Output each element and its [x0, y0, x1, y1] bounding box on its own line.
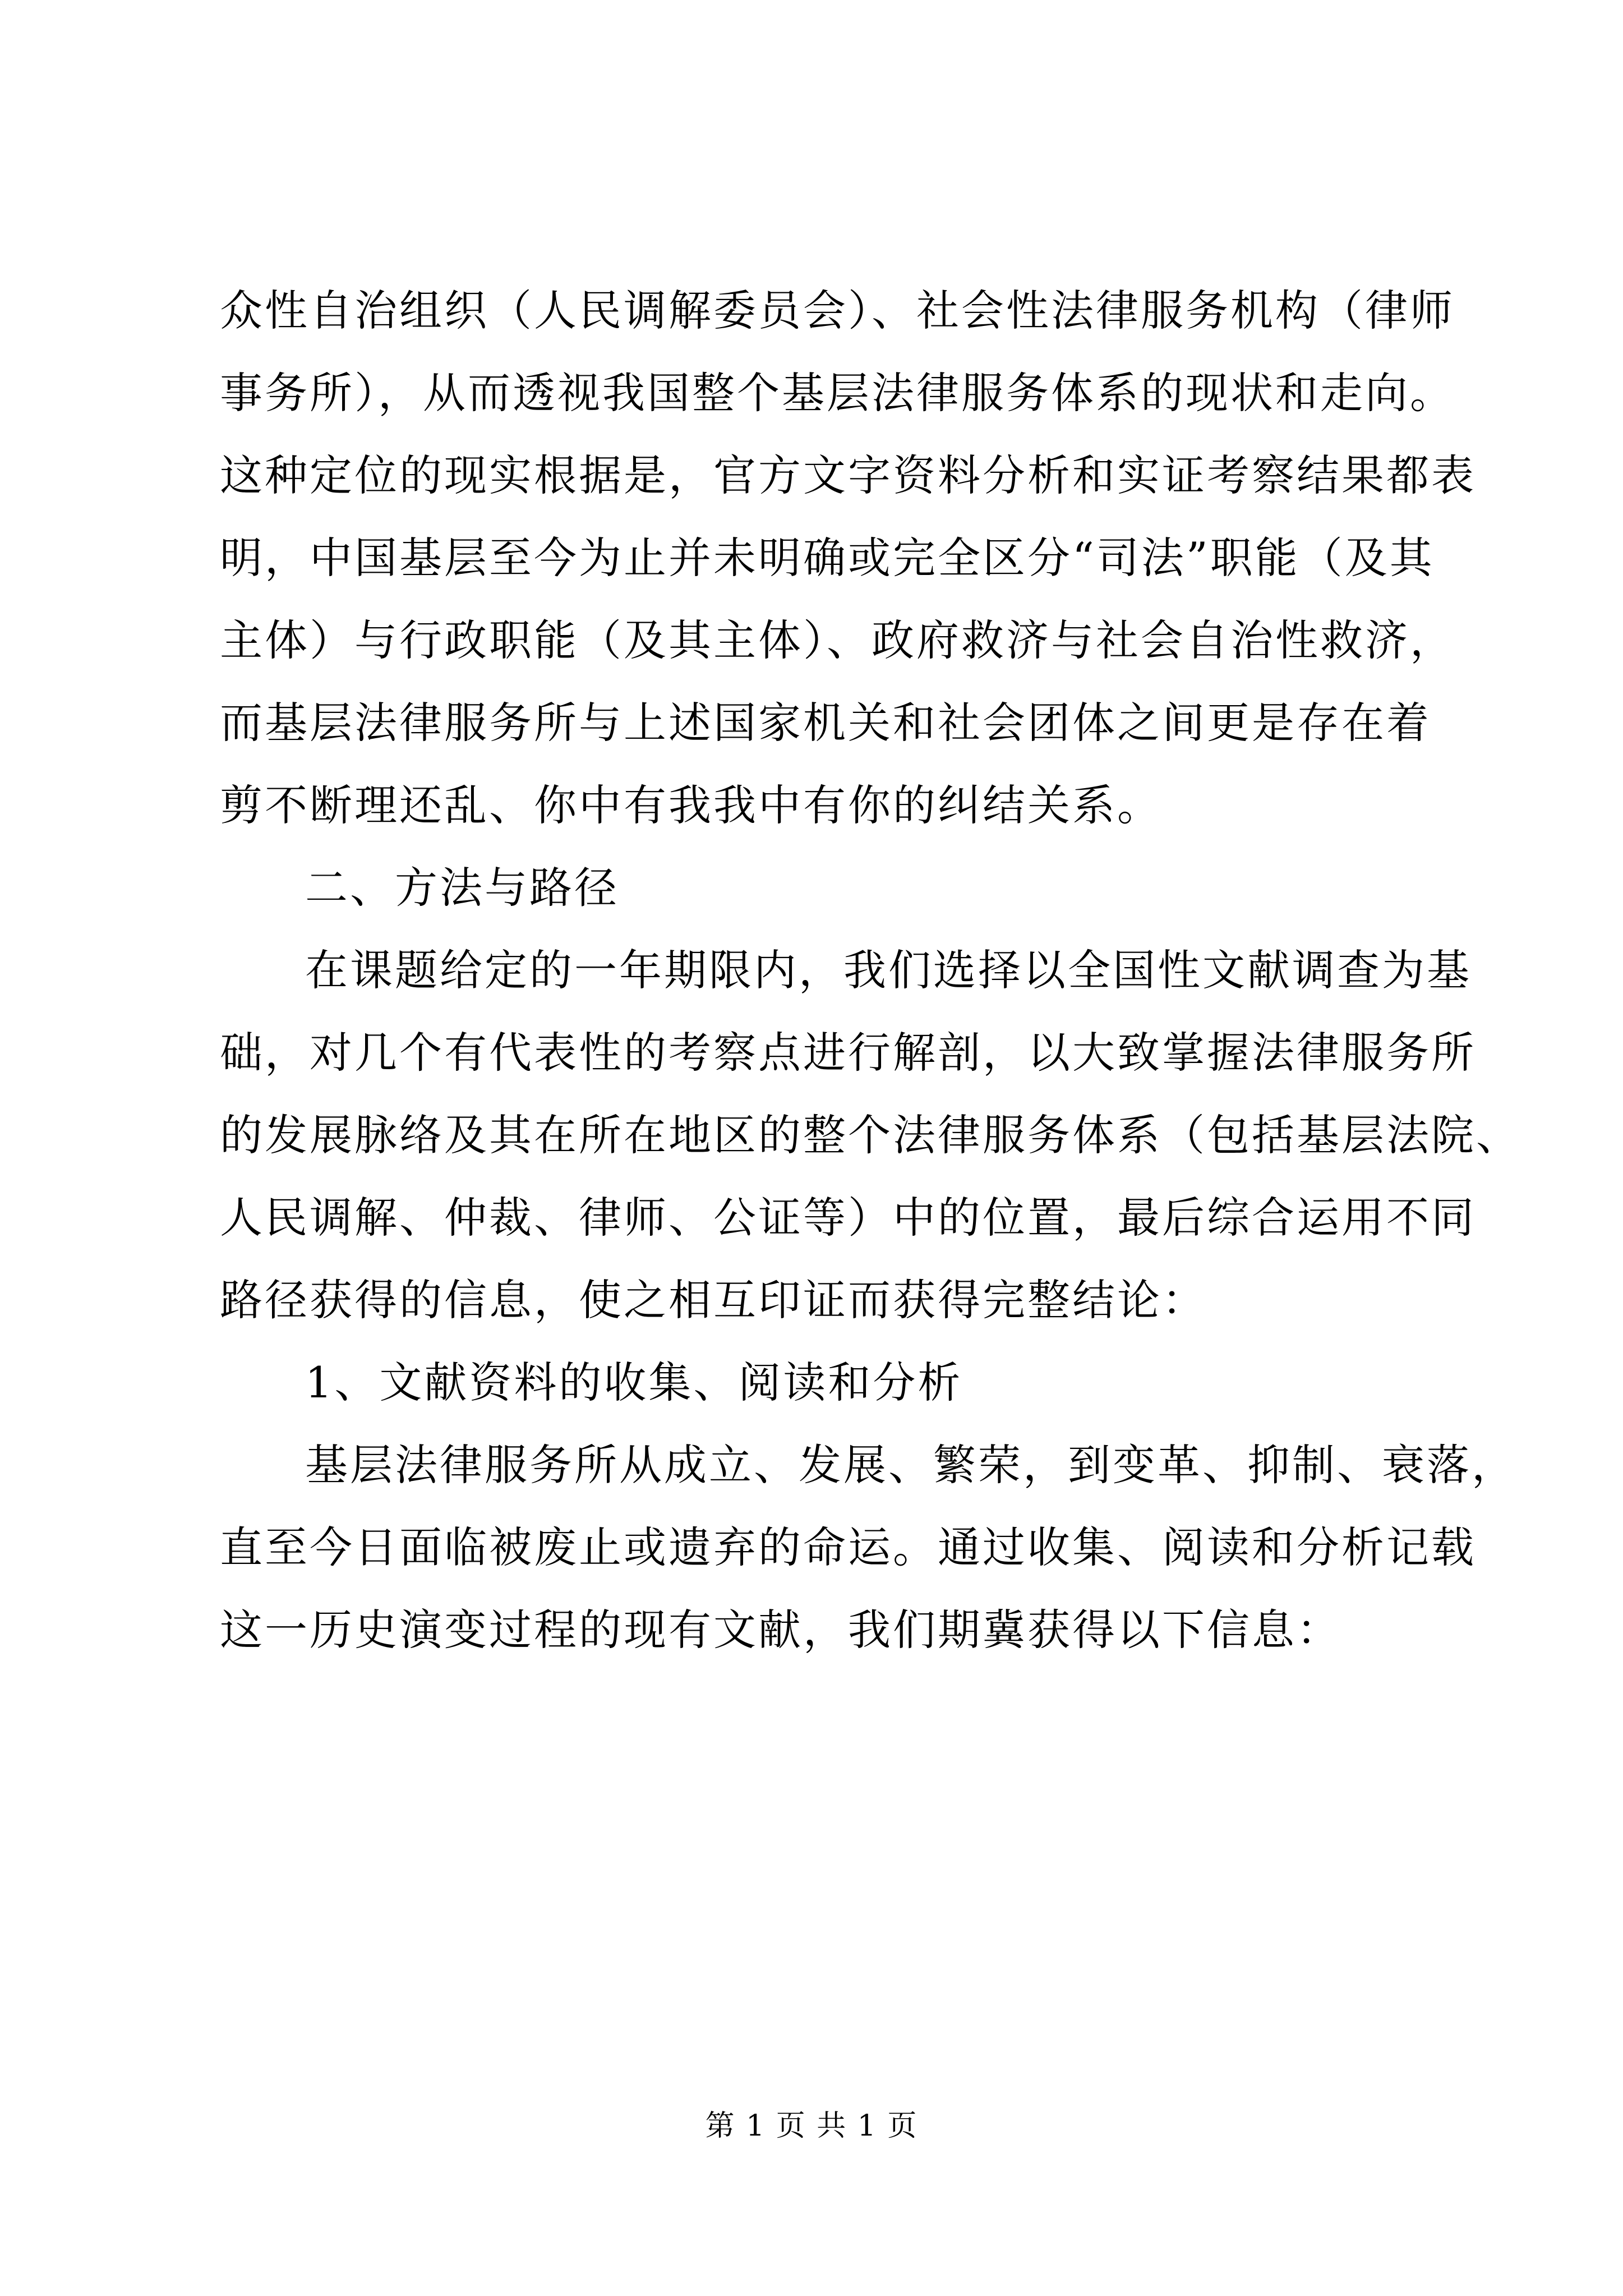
- text-line: 直至今日面临被废止或遗弃的命运。通过收集、阅读和分析记载: [220, 1522, 1476, 1572]
- text-line: 人民调解、仲裁、律师、公证等）中的位置，最后综合运用不同: [220, 1193, 1476, 1243]
- section-heading: 二、方法与路径: [305, 863, 619, 913]
- page-footer: [0, 2108, 1623, 2144]
- page-number: 第 1 页 共 1 页: [705, 2109, 918, 2143]
- text-line: 在课题给定的一年期限内，我们选择以全国性文献调查为基: [305, 945, 1472, 995]
- subsection-heading: 1、文献资料的收集、阅读和分析: [305, 1358, 963, 1407]
- text-line: 路径获得的信息，使之相互印证而获得完整结论：: [220, 1275, 1207, 1325]
- text-line: 这种定位的现实根据是，官方文字资料分析和实证考察结果都表: [220, 450, 1476, 500]
- text-line: 事务所），从而透视我国整个基层法律服务体系的现状和走向。: [220, 368, 1455, 418]
- text-line: 基层法律服务所从成立、发展、繁荣，到变革、抑制、衰落，: [305, 1440, 1516, 1490]
- text-line: 主体）与行政职能（及其主体）、政府救济与社会自治性救济，: [220, 615, 1455, 665]
- text-line: 众性自治组织（人民调解委员会）、社会性法律服务机构（律师: [220, 286, 1455, 335]
- document-body: [220, 269, 1521, 1671]
- text-line: 剪不断理还乱、你中有我我中有你的纠结关系。: [220, 780, 1162, 830]
- text-line: 础，对几个有代表性的考察点进行解剖，以大致掌握法律服务所: [220, 1028, 1476, 1078]
- text-line: 明，中国基层至今为止并未明确或完全区分“司法”职能（及其: [220, 533, 1435, 583]
- text-line: 这一历史演变过程的现有文献，我们期冀获得以下信息：: [220, 1605, 1341, 1655]
- text-line: 的发展脉络及其在所在地区的整个法律服务体系（包括基层法院、: [220, 1110, 1521, 1160]
- text-line: 而基层法律服务所与上述国家机关和社会团体之间更是存在着: [220, 698, 1431, 748]
